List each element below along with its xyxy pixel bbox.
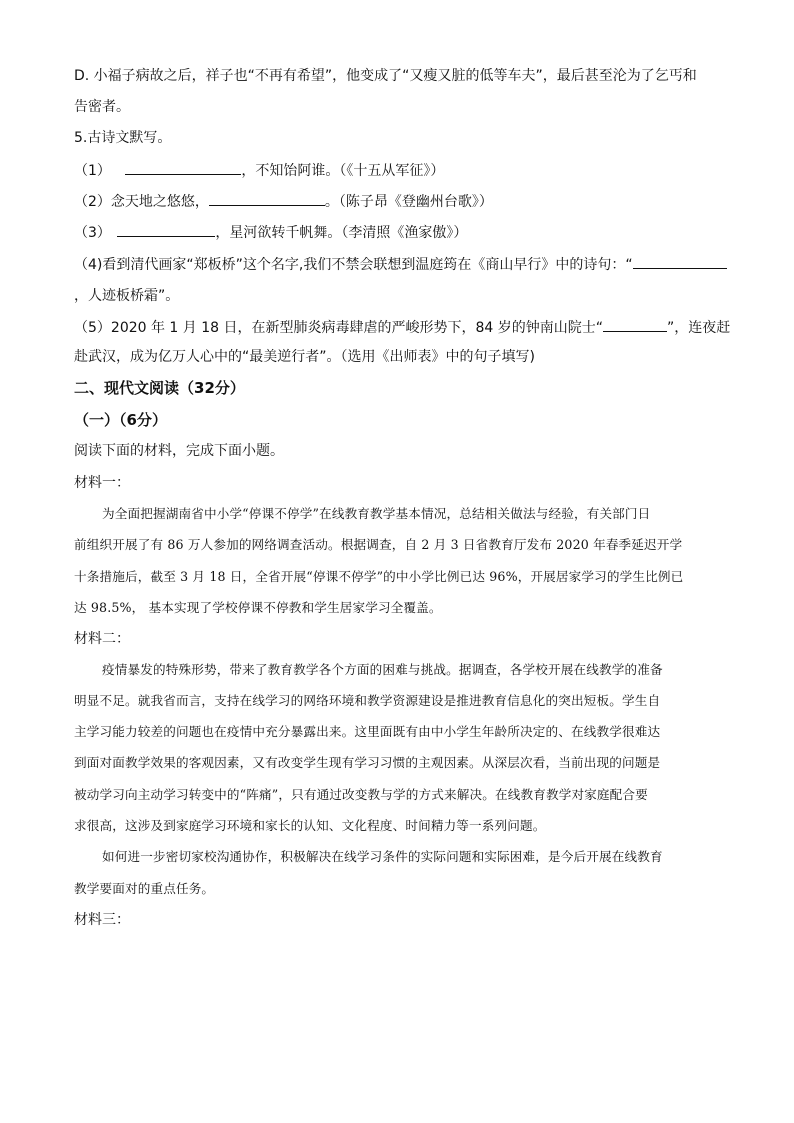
q5-item4-line1 — [74, 254, 734, 275]
q5-item5-head: （5）2020 年 1 月 18 日，在新型肺炎病毒肆虐的严峻形势下，84 岁的钟南山院士“ — [74, 320, 604, 336]
material-2-line: 主学习能力较差的问题也在疫情中充分暴露出来。这里面既有由中小学生年龄所决定的、在线教学很难达 — [74, 724, 661, 739]
q5-item2-blank[interactable] — [209, 191, 325, 206]
q5-item5-line1 — [74, 317, 734, 338]
section-2-part-1: （一）（6分） — [74, 411, 167, 429]
q5-item3-blank[interactable] — [117, 222, 215, 237]
q5-item2-head: （2）念天地之悠悠， — [74, 194, 209, 210]
q5-item5-tail: ”，连夜赶 — [667, 320, 731, 336]
q5-item2 — [74, 191, 734, 212]
material-2-line: 疫情暴发的特殊形势，带来了教育教学各个方面的困难与挑战。据调查，各学校开展在线教学的准备 — [102, 662, 663, 677]
q5-title: 5.古诗文默写。 — [74, 130, 172, 146]
material-1-label: 材料一： — [74, 475, 130, 491]
q4-option-d-line1: D. 小福子病故之后，祥子也“不再有希望”，他变成了“又瘦又脏的低等车夫”，最后甚至沦为了乞丐和 — [74, 68, 697, 84]
q5-item4-blank[interactable] — [633, 254, 727, 269]
material-2-line: 到面对面教学效果的客观因素，又有改变学生现有学习习惯的主观因素。从深层次看，当前出现的问题是 — [74, 755, 661, 770]
material-2-label: 材料二： — [74, 631, 130, 647]
q5-item3-number: （3） — [74, 225, 111, 241]
material-2-line: 如何进一步密切家校沟通协作，积极解决在线学习条件的实际问题和实际困难，是今后开展在线教育 — [102, 849, 663, 864]
q5-item1-number: （1） — [74, 163, 111, 179]
q5-item4-line2: ，人迹板桥霜”。 — [74, 288, 180, 304]
material-2-line: 明显不足。就我省而言，支持在线学习的网络环境和教学资源建设是推进教育信息化的突出短板。学生自 — [74, 693, 661, 708]
q5-item3 — [74, 222, 734, 243]
material-2-line: 被动学习向主动学习转变中的“阵痛”，只有通过改变教与学的方式来解决。在线教育教学对家庭配合要 — [74, 787, 648, 802]
material-1-line: 达 98.5%， 基本实现了学校停课不停教和学生居家学习全覆盖。 — [74, 600, 442, 615]
material-1-line: 为全面把握湖南省中小学“停课不停学”在线教育教学基本情况，总结相关做法与经验，有关部门日 — [102, 506, 651, 521]
material-2-line: 教学要面对的重点任务。 — [74, 881, 215, 896]
material-2-line: 求很高，这涉及到家庭学习环境和家长的认知、文化程度、时间精力等一系列问题。 — [74, 818, 546, 833]
q5-item5-line2: 赴武汉，成为亿万人心中的“最美逆行者”。（选用《出师表》中的句子填写) — [74, 349, 535, 365]
q5-item3-text: ，星河欲转千帆舞。（李清照《渔家傲》） — [215, 225, 468, 241]
material-3-label: 材料三： — [74, 912, 130, 928]
section-2-title: 二、现代文阅读（32分） — [74, 379, 245, 397]
q4-option-d-line2: 告密者。 — [74, 99, 130, 115]
q5-item5-blank[interactable] — [603, 317, 667, 332]
q5-item1 — [74, 160, 734, 181]
q5-item1-blank[interactable] — [125, 160, 241, 175]
q5-item4-text: （4)看到清代画家“郑板桥”这个名字,我们不禁会联想到温庭筠在《商山早行》中的诗句：“ — [74, 257, 633, 273]
material-1-line: 十条措施后，截至 3 月 18 日，全省开展“停课不停学”的中小学比例已达 96%，开展居家学习的学生比例已 — [74, 569, 684, 584]
q5-item2-text: 。（陈子昂《登幽州台歌》） — [324, 194, 493, 210]
reading-instruction: 阅读下面的材料，完成下面小题。 — [74, 443, 284, 459]
q5-item1-text: ，不知饴阿谁。（《十五从军征》） — [241, 163, 445, 179]
material-1-line: 前组织开展了有 86 万人参加的网络调查活动。根据调查，自 2 月 3 日省教育厅发布 2020 年春季延迟开学 — [74, 537, 683, 552]
